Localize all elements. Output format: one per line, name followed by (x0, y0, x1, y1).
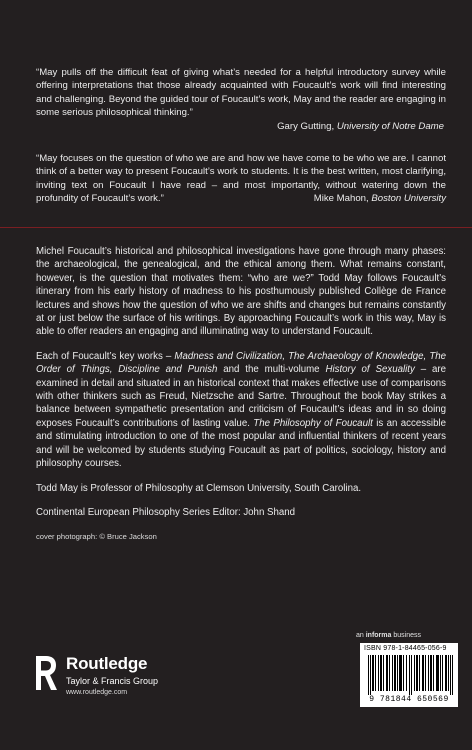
quote-institution: Boston University (371, 193, 446, 205)
quote-text: “May pulls off the difficult feat of giving what’s needed for a helpful introductory survey while offering interpretations that those already acquainted with Foucault’s work will find interesting and challenging. Beyond the guided tour of Foucault’s work, May and the reader are engaging in some serious philosophical thinking.” (36, 67, 446, 119)
book-description (36, 245, 446, 555)
text-run: – are examined in detail and situated in an historical context that makes effective use of comparisons with other thinkers such as Freud, Nietzsche and Sartre. Throughout the book May strikes a balance between sympathetic presentation and criticism of Foucault’s ideas and in so doing exposes Foucault’s contributions of lasting value. (36, 364, 446, 429)
isbn-label: ISBN 978-1-84465-056-9 (364, 645, 447, 652)
text-run: business (391, 632, 421, 639)
work-titles: Madness and Civilization, The Archaeology of Knowledge, The Order of Things, Discipline and Punish (36, 350, 447, 376)
photo-credit: cover photograph: © Bruce Jackson (36, 532, 157, 542)
publisher-group: Taylor & Francis Group (66, 676, 159, 686)
publisher-url: www.routledge.com (66, 689, 128, 696)
publisher-name: Routledge (66, 654, 148, 673)
review-quote-2 (36, 152, 446, 206)
review-quote-1 (36, 66, 446, 133)
isbn-barcode (360, 643, 458, 707)
work-title: History of Sexuality (325, 364, 415, 376)
section-divider (0, 227, 472, 228)
informa-tagline (356, 632, 421, 639)
barcode-bars (368, 655, 454, 695)
quote-text: “May focuses on the question of who we are and how we have come to be who we are. I cannot think of a better way to present Foucault’s work to students. It is the best written, most clarifying, inviting text on Foucault I have read – and most importantly, without watering down the profundity of Foucault’s work.” (36, 153, 446, 205)
barcode-number: 9 781844 650569 (369, 695, 449, 704)
description-paragraph: Michel Foucault’s historical and philosophical investigations have gone through many phases: the archaeological, the genealogical, and the ethical among them. What remains constant, however, is the question that motivates them: “who are we?” Todd May follows Foucault’s itinerary from his early history of madness to his posthumously published Collège de France lectures and shows how the question of who we are shifts and changes but remains constantly at or just below the surface of his writings. By approaching Foucault’s work in this way, May is able to offer readers an engaging and illuminating way to understand Foucault. (36, 246, 446, 338)
book-title: The Philosophy of Foucault (253, 417, 373, 429)
quote-author: Mike Mahon, (313, 193, 369, 205)
text-run: Each of Foucault’s key works – (36, 350, 175, 362)
informa-brand: informa (365, 632, 392, 639)
author-bio: Todd May is Professor of Philosophy at Clemson University, South Carolina. (36, 482, 362, 494)
series-editor: Continental European Philosophy Series Editor: John Shand (36, 506, 296, 518)
publisher-logo (34, 654, 254, 714)
quote-institution: University of Notre Dame (336, 120, 444, 132)
text-run: an (356, 632, 366, 639)
quote-attribution (314, 192, 446, 205)
quote-author: Gary Gutting, (277, 120, 335, 132)
routledge-r-icon (34, 654, 58, 692)
description-paragraph (36, 350, 446, 471)
text-run: and the multi-volume (217, 364, 326, 376)
quote-attribution (36, 120, 446, 133)
text-run: is an accessible and stimulating introduction to one of the most popular and influential thinkers of recent years and will be welcomed by students studying Foucault as part of politics, sociology, history and philosophy courses. (36, 417, 446, 470)
